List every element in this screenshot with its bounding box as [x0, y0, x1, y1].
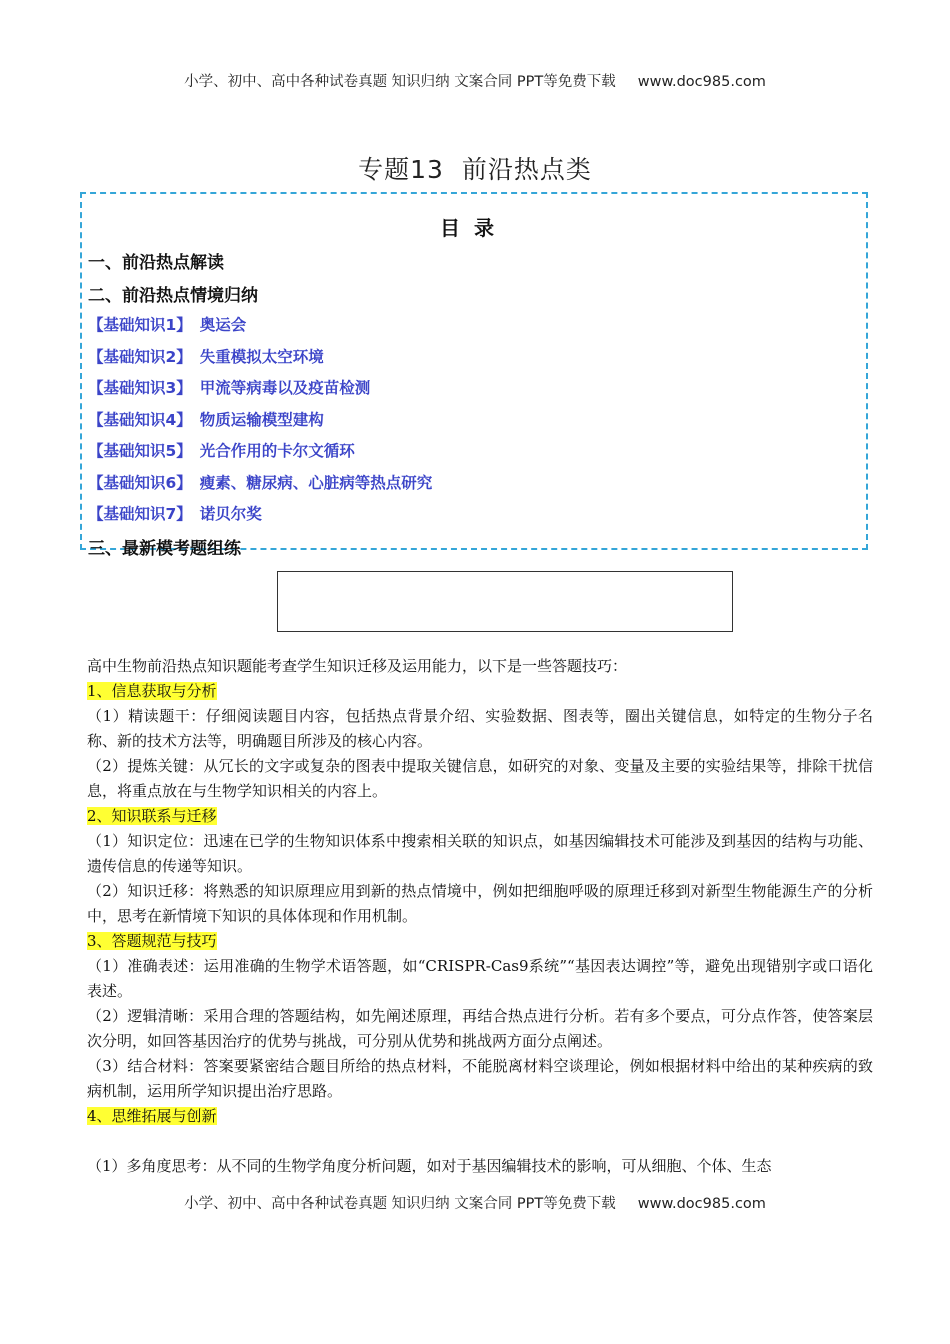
toc-item-name: 诺贝尔奖	[199, 505, 262, 523]
page-footer	[0, 1192, 950, 1213]
paragraph: （3）结合材料：答案要紧密结合题目所给的热点材料，不能脱离材料空谈理论，例如根据材料中给出的某种疾病的致病机制，运用所学知识提出治疗思路。	[87, 1057, 873, 1100]
main-content	[87, 654, 873, 1179]
section-heading: 2、知识联系与迁移	[87, 807, 217, 825]
toc-item[interactable]	[88, 345, 324, 367]
toc-heading: 目录	[440, 216, 508, 240]
toc-section[interactable]: 三、最新模考题组练	[88, 539, 241, 559]
toc-item-name: 奥运会	[199, 316, 247, 334]
toc-item-tag: 【基础知识6】	[88, 474, 192, 492]
section-heading: 1、信息获取与分析	[87, 682, 217, 700]
toc-item[interactable]	[88, 439, 355, 461]
footer-site[interactable]: www.doc985.com	[637, 1196, 766, 1212]
toc-item-name: 光合作用的卡尔文循环	[199, 442, 355, 460]
table-of-contents	[80, 192, 868, 559]
blank-box	[277, 571, 733, 632]
toc-item-tag: 【基础知识2】	[88, 348, 192, 366]
toc-item-tag: 【基础知识1】	[88, 316, 192, 334]
header-site[interactable]: www.doc985.com	[637, 74, 766, 90]
toc-section[interactable]: 二、前沿热点情境归纳	[88, 286, 258, 306]
paragraph: （2）逻辑清晰：采用合理的答题结构，如先阐述原理，再结合热点进行分析。若有多个要点，可分点作答，使答案层次分明，如回答基因治疗的优势与挑战，可分别从优势和挑战两方面分点阐述。	[87, 1007, 873, 1050]
toc-item[interactable]	[88, 408, 324, 430]
toc-item-name: 瘦素、糖尿病、心脏病等热点研究	[199, 474, 433, 492]
section-heading: 4、思维拓展与创新	[87, 1107, 217, 1125]
intro-paragraph: 高中生物前沿热点知识题能考查学生知识迁移及运用能力，以下是一些答题技巧：	[87, 657, 628, 675]
title-main: 专题13	[358, 155, 444, 184]
paragraph: （1）准确表述：运用准确的生物学术语答题，如“CRISPR-Cas9系统”“基因表达调控”等，避免出现错别字或口语化表述。	[87, 957, 873, 1000]
section-heading: 3、答题规范与技巧	[87, 932, 217, 950]
toc-item-name: 失重模拟太空环境	[199, 348, 324, 366]
page-title	[0, 150, 950, 186]
toc-item-tag: 【基础知识5】	[88, 442, 192, 460]
toc-section[interactable]: 一、前沿热点解读	[88, 253, 224, 273]
toc-item[interactable]	[88, 471, 432, 493]
toc-item-tag: 【基础知识4】	[88, 411, 192, 429]
toc-item-tag: 【基础知识7】	[88, 505, 192, 523]
footer-text: 小学、初中、高中各种试卷真题 知识归纳 文案合同 PPT等免费下载	[184, 1196, 616, 1212]
toc-item-name: 甲流等病毒以及疫苗检测	[199, 379, 371, 397]
header-text: 小学、初中、高中各种试卷真题 知识归纳 文案合同 PPT等免费下载	[184, 74, 616, 90]
paragraph: （1）知识定位：迅速在已学的生物知识体系中搜索相关联的知识点，如基因编辑技术可能涉及到基因的结构与功能、遗传信息的传递等知识。	[87, 832, 873, 875]
paragraph: （2）提炼关键：从冗长的文字或复杂的图表中提取关键信息，如研究的对象、变量及主要的实验结果等，排除干扰信息，将重点放在与生物学知识相关的内容上。	[87, 757, 873, 800]
toc-item-name: 物质运输模型建构	[199, 411, 324, 429]
paragraph: （1）精读题干：仔细阅读题目内容，包括热点背景介绍、实验数据、图表等，圈出关键信息，如特定的生物分子名称、新的技术方法等，明确题目所涉及的核心内容。	[87, 707, 873, 750]
toc-item[interactable]	[88, 502, 262, 524]
title-sub: 前沿热点类	[461, 155, 592, 184]
toc-item[interactable]	[88, 313, 246, 335]
toc-item-tag: 【基础知识3】	[88, 379, 192, 397]
paragraph: （2）知识迁移：将熟悉的知识原理应用到新的热点情境中，例如把细胞呼吸的原理迁移到对新型生物能源生产的分析中，思考在新情境下知识的具体体现和作用机制。	[87, 882, 873, 925]
paragraph: （1）多角度思考：从不同的生物学角度分析问题，如对于基因编辑技术的影响，可从细胞、个体、生态	[87, 1157, 772, 1175]
page-header	[0, 70, 950, 91]
toc-item[interactable]	[88, 376, 370, 398]
